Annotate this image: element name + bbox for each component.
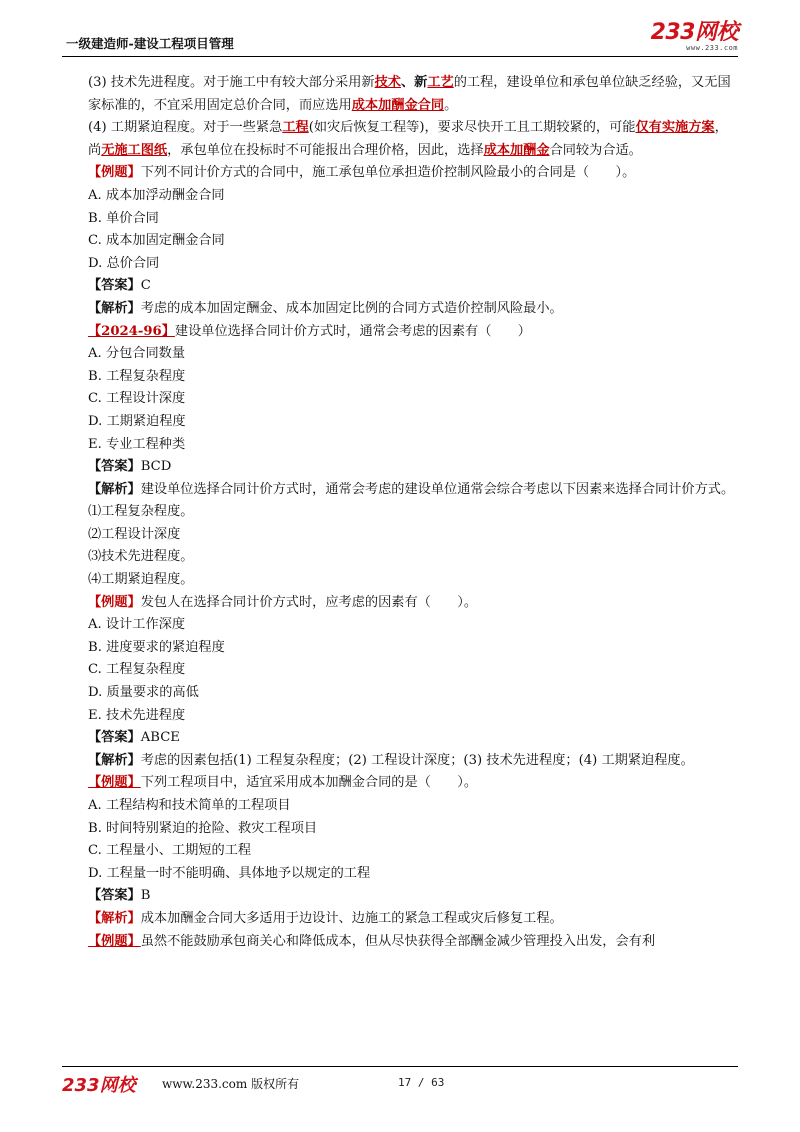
analysis-text: 成本加酬金合同大多适用于边设计、边施工的紧急工程或灾后修复工程。 xyxy=(140,910,563,926)
option: E. 技术先进程度 xyxy=(88,707,186,723)
analysis-point: ⑷工期紧迫程度。 xyxy=(88,572,194,588)
option: B. 时间特别紧迫的抢险、救灾工程项目 xyxy=(88,820,318,836)
analysis xyxy=(62,298,738,321)
analysis-point: ⑴工程复杂程度。 xyxy=(88,504,194,520)
question-text: 发包人在选择合同计价方式时，应考虑的因素有（ ）。 xyxy=(140,594,478,610)
question-1 xyxy=(62,162,738,185)
text: 、新 xyxy=(401,75,428,90)
option: D. 工期紧迫程度 xyxy=(88,413,186,429)
analysis-text: 考虑的因素包括(1) 工程复杂程度；(2) 工程设计深度；(3) 技术先进程度；(4) 工期紧迫程度。 xyxy=(140,752,694,768)
text: 的工程，建设单位和承包单位缺乏经验，又无国家标准的，不宜采用固定总价合同，而应选用 xyxy=(88,75,731,113)
example-tag: 【例题】 xyxy=(88,775,141,791)
option: C. 成本加固定酬金合同 xyxy=(88,233,225,249)
option: A. 分包合同数量 xyxy=(88,346,186,362)
option: C. 工程复杂程度 xyxy=(88,662,186,678)
example-tag: 【例题】 xyxy=(88,933,141,949)
answer xyxy=(62,456,738,479)
question-text: 下列不同计价方式的合同中，施工承包单位承担造价控制风险最小的合同是（ ）。 xyxy=(140,165,636,181)
option: B. 进度要求的紧迫程度 xyxy=(88,639,225,655)
answer-tag: 【答案】 xyxy=(88,888,141,904)
answer xyxy=(62,885,738,908)
text: ，承包单位在投标时不可能报出合理价格，因此，选择 xyxy=(167,142,484,158)
text: (3) 技术先进程度。对于施工中有较大部分采用新 xyxy=(88,75,375,90)
option: B. 工程复杂程度 xyxy=(88,368,186,384)
answer-value: C xyxy=(140,278,151,294)
analysis-tag: 【解析】 xyxy=(88,300,141,316)
logo-url: www.233.com xyxy=(686,44,738,52)
highlight: 工艺 xyxy=(427,75,454,90)
text: (4) 工期紧迫程度。对于一些紧急 xyxy=(88,120,283,136)
page-header xyxy=(62,20,738,57)
highlight: 成本加酬金合同 xyxy=(351,97,445,113)
page-number: 17 / 63 xyxy=(398,1076,445,1089)
footer-logo: 233网校 xyxy=(62,1075,136,1096)
question-5 xyxy=(62,931,738,954)
question-4 xyxy=(62,772,738,795)
page-footer xyxy=(62,1066,738,1097)
answer-value: ABCE xyxy=(140,730,180,746)
answer-value: BCD xyxy=(140,459,172,475)
analysis-tag: 【解析】 xyxy=(88,752,141,768)
option: B. 单价合同 xyxy=(88,210,159,226)
analysis xyxy=(62,750,738,773)
analysis xyxy=(62,908,738,931)
question-3 xyxy=(62,592,738,615)
logo-text: 233网校 xyxy=(650,20,738,45)
paragraph-schedule-urgency xyxy=(62,117,738,162)
option: D. 总价合同 xyxy=(88,255,160,271)
highlight: 仅有实施方案 xyxy=(635,120,715,136)
option: D. 工程量一时不能明确、具体地予以规定的工程 xyxy=(88,865,371,881)
option: C. 工程量小、工期短的工程 xyxy=(88,843,252,859)
answer-tag: 【答案】 xyxy=(88,278,141,294)
footer-copyright: www.233.com 版权所有 xyxy=(162,1077,300,1091)
option: C. 工程设计深度 xyxy=(88,391,186,407)
text: 合同较为合适。 xyxy=(549,142,642,158)
analysis-tag: 【解析】 xyxy=(88,481,141,497)
highlight: 技术 xyxy=(374,75,401,90)
option: D. 质量要求的高低 xyxy=(88,685,199,701)
answer-tag: 【答案】 xyxy=(88,459,141,475)
question-2 xyxy=(62,321,738,344)
header-title: 一级建造师-建设工程项目管理 xyxy=(66,36,234,51)
text: (如灾后恢复工程等)，要求尽快开工且工期较紧的，可能 xyxy=(308,120,636,136)
answer xyxy=(62,727,738,750)
paragraph-tech-level xyxy=(62,72,738,117)
analysis-point: ⑶技术先进程度。 xyxy=(88,549,194,565)
analysis-tag: 【解析】 xyxy=(88,910,141,926)
question-text: 下列工程项目中，适宜采用成本加酬金合同的是（ ）。 xyxy=(140,775,478,791)
example-tag: 【例题】 xyxy=(88,165,141,181)
document-body xyxy=(62,72,738,953)
highlight: 无施工图纸 xyxy=(101,142,168,158)
analysis xyxy=(62,479,738,502)
answer-tag: 【答案】 xyxy=(88,730,141,746)
question-text: 虽然不能鼓励承包商关心和降低成本，但从尽快获得全部酬金减少管理投入出发，会有利 xyxy=(140,933,656,949)
text: ，尚 xyxy=(88,120,728,158)
analysis-text: 考虑的成本加固定酬金、成本加固定比例的合同方式造价控制风险最小。 xyxy=(140,300,563,316)
analysis-point: ⑵工程设计深度 xyxy=(88,526,181,542)
question-text: 建设单位选择合同计价方式时，通常会考虑的因素有（ ） xyxy=(174,323,531,339)
highlight: 成本加酬金 xyxy=(483,142,550,158)
highlight: 工程 xyxy=(282,120,309,136)
example-tag: 【例题】 xyxy=(88,594,141,610)
analysis-text: 建设单位选择合同计价方式时，通常会考虑的建设单位通常会综合考虑以下因素来选择合同计价方式。 xyxy=(140,481,735,497)
answer xyxy=(62,275,738,298)
answer-value: B xyxy=(140,888,151,904)
option: A. 设计工作深度 xyxy=(88,617,186,633)
option: A. 成本加浮动酬金合同 xyxy=(88,187,225,203)
text: 。 xyxy=(444,97,458,113)
option: A. 工程结构和技术简单的工程项目 xyxy=(88,798,291,813)
exam-tag: 【2024-96】 xyxy=(88,323,175,339)
option: E. 专业工程种类 xyxy=(88,436,186,452)
brand-logo xyxy=(651,22,738,52)
